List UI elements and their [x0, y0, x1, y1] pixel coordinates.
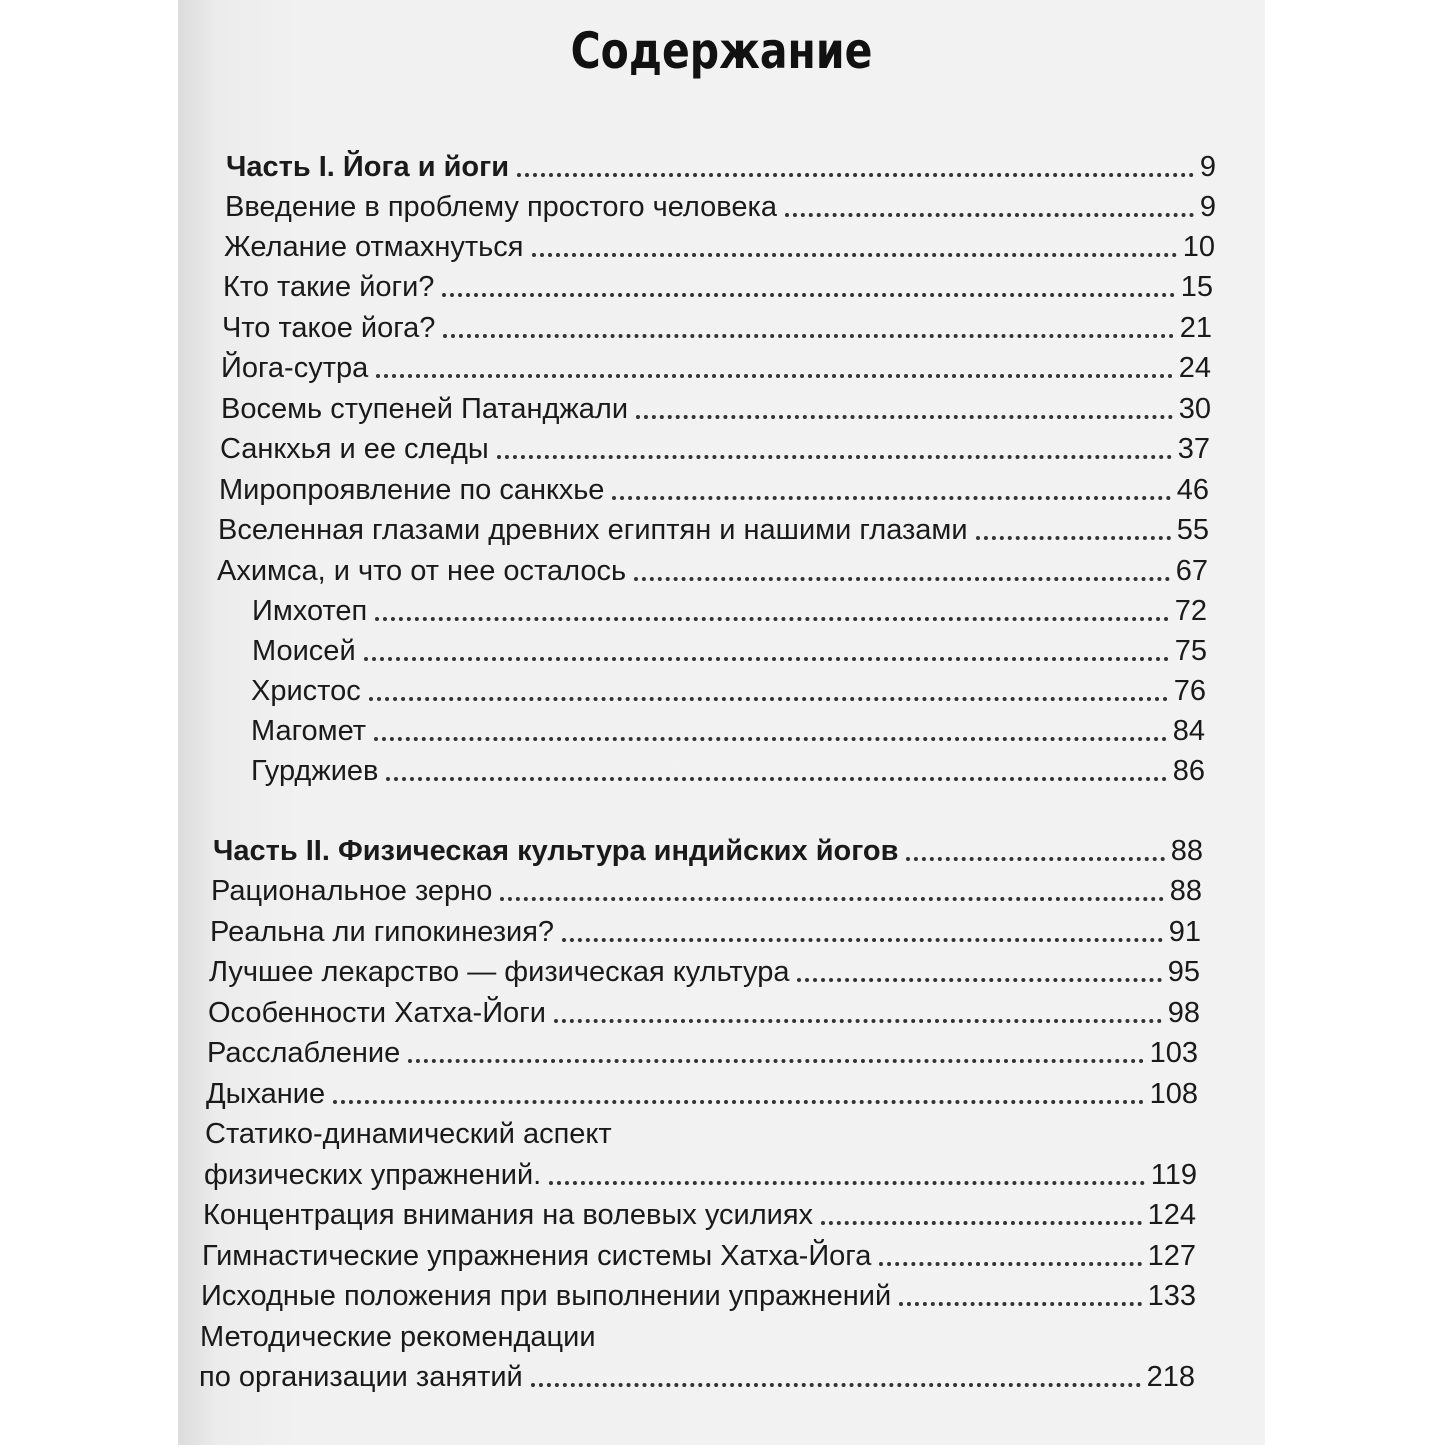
toc-page-number: 76	[1173, 675, 1206, 707]
toc-label: Введение в проблему простого человека	[225, 191, 777, 223]
dot-leader	[376, 374, 1172, 378]
toc-label: Моисей	[252, 635, 356, 667]
dot-leader	[442, 293, 1174, 297]
toc-label: Гурджиев	[251, 755, 379, 787]
toc-entry	[221, 349, 1211, 385]
toc-page-number: 30	[1178, 393, 1211, 425]
toc-page-number: 37	[1177, 433, 1210, 465]
toc-label: Гимнастические упражнения системы Хатха-Йога	[202, 1240, 872, 1272]
toc-page-number: 91	[1168, 916, 1201, 948]
toc-entry	[218, 511, 1209, 547]
toc-label: Методические рекомендации	[200, 1321, 596, 1353]
dot-leader	[899, 1302, 1141, 1306]
toc-page-number: 75	[1174, 635, 1207, 667]
toc-label: Магомет	[251, 715, 367, 747]
toc-page-number: 108	[1149, 1078, 1198, 1110]
toc-label: Ахимса, и что от нее осталось	[217, 555, 627, 587]
dot-leader	[531, 1383, 1141, 1387]
dot-leader	[517, 173, 1194, 177]
toc-entry	[252, 632, 1207, 668]
toc-page-number: 15	[1180, 271, 1213, 303]
toc-label: Лучшее лекарство — физическая культура	[209, 956, 790, 988]
dot-leader	[375, 617, 1168, 621]
dot-leader	[562, 938, 1163, 942]
toc-entry	[200, 1318, 1195, 1354]
toc-part-heading	[226, 148, 1216, 184]
toc-label: Христос	[251, 675, 361, 707]
toc-label: Желание отмахнуться	[224, 231, 524, 263]
toc-label: по организации занятий	[199, 1361, 523, 1393]
toc-page-number: 24	[1178, 352, 1211, 384]
toc-label: Кто такие йоги?	[223, 271, 435, 303]
toc-entry	[199, 1358, 1195, 1394]
toc-page-number: 218	[1146, 1361, 1195, 1393]
toc-page-number: 95	[1167, 956, 1200, 988]
toc-label: Часть I. Йога и йоги	[226, 151, 510, 183]
dot-leader	[976, 536, 1171, 540]
toc-entry	[220, 430, 1210, 466]
dot-leader	[369, 697, 1168, 701]
dot-leader	[549, 1181, 1145, 1185]
toc-entry	[224, 228, 1215, 264]
toc-page-number: 88	[1169, 875, 1202, 907]
toc-page-number: 21	[1179, 312, 1212, 344]
dot-leader	[634, 577, 1170, 581]
toc-page-number: 46	[1176, 474, 1209, 506]
toc-entry	[221, 390, 1211, 426]
toc-entry	[208, 994, 1200, 1030]
toc-label: Часть II. Физическая культура индийских йогов	[213, 835, 899, 867]
toc-page-number: 98	[1167, 997, 1200, 1029]
book-page	[178, 0, 1265, 1445]
dot-leader	[879, 1262, 1141, 1266]
toc-page-number: 119	[1150, 1159, 1197, 1191]
toc-page-number: 9	[1199, 191, 1216, 223]
toc-page-number: 133	[1147, 1280, 1196, 1312]
dot-leader	[500, 897, 1163, 901]
dot-leader	[364, 657, 1169, 661]
toc-page-number: 55	[1176, 514, 1209, 546]
toc-entry	[207, 1034, 1198, 1070]
toc-label: Вселенная глазами древних египтян и нашими глазами	[218, 514, 968, 546]
toc-page-number: 9	[1199, 151, 1216, 183]
toc-entry	[217, 552, 1208, 588]
toc-entry	[222, 309, 1212, 345]
toc-label: Концентрация внимания на волевых усилиях	[203, 1199, 814, 1231]
toc-label: Рациональное зерно	[211, 875, 493, 907]
dot-leader	[554, 1019, 1162, 1023]
toc-label: Миропроявление по санкхье	[219, 474, 605, 506]
dot-leader	[443, 334, 1173, 338]
toc-page-number: 127	[1147, 1240, 1196, 1272]
toc-entry	[206, 1075, 1198, 1111]
toc-label: Санкхья и ее следы	[220, 433, 489, 465]
toc-label: Восемь ступеней Патанджали	[221, 393, 629, 425]
dot-leader	[374, 737, 1167, 741]
toc-entry	[210, 913, 1201, 949]
toc-label: Что такое йога?	[222, 312, 436, 344]
toc-label: Статико-динамический аспект	[205, 1118, 612, 1150]
dot-leader	[821, 1221, 1142, 1225]
toc-page-number: 88	[1170, 835, 1203, 867]
toc-entry	[223, 268, 1213, 304]
toc-entry	[225, 188, 1216, 224]
toc-page-number: 67	[1175, 555, 1208, 587]
toc-label: Имхотеп	[252, 595, 368, 627]
dot-leader	[636, 415, 1173, 419]
toc-page-number: 103	[1149, 1037, 1198, 1069]
toc-entry	[251, 752, 1205, 788]
page-title: Содержание	[570, 22, 873, 80]
toc-page-number: 72	[1174, 595, 1207, 627]
toc-label: Реальна ли гипокинезия?	[210, 916, 555, 948]
dot-leader	[532, 253, 1177, 257]
toc-entry	[202, 1237, 1196, 1273]
toc-label: Дыхание	[206, 1078, 326, 1110]
toc-entry	[209, 953, 1200, 989]
toc-label: Исходные положения при выполнении упражнений	[201, 1280, 892, 1312]
toc-page-number: 10	[1182, 231, 1215, 263]
dot-leader	[333, 1100, 1143, 1104]
dot-leader	[797, 978, 1161, 982]
toc-entry	[251, 672, 1206, 708]
toc-label: Йога-сутра	[221, 352, 369, 384]
toc-entry	[251, 712, 1205, 748]
toc-part-heading	[213, 832, 1203, 868]
dot-leader	[906, 857, 1164, 861]
dot-leader	[612, 496, 1170, 500]
dot-leader	[785, 213, 1194, 217]
toc-label: Расслабление	[207, 1037, 401, 1069]
dot-leader	[497, 455, 1172, 459]
dot-leader	[408, 1059, 1143, 1063]
toc-entry	[211, 872, 1202, 908]
toc-page-number: 84	[1172, 715, 1205, 747]
toc-label: Особенности Хатха-Йоги	[208, 997, 546, 1029]
toc-entry	[204, 1156, 1197, 1192]
toc-entry	[219, 471, 1209, 507]
dot-leader	[386, 777, 1166, 781]
toc-entry	[205, 1115, 1197, 1151]
toc-page-number: 124	[1147, 1199, 1196, 1231]
toc-page-number: 86	[1172, 755, 1205, 787]
toc-entry	[203, 1196, 1196, 1232]
toc-entry	[252, 592, 1207, 628]
toc-label: физических упражнений.	[204, 1159, 542, 1191]
toc-entry	[201, 1277, 1196, 1313]
